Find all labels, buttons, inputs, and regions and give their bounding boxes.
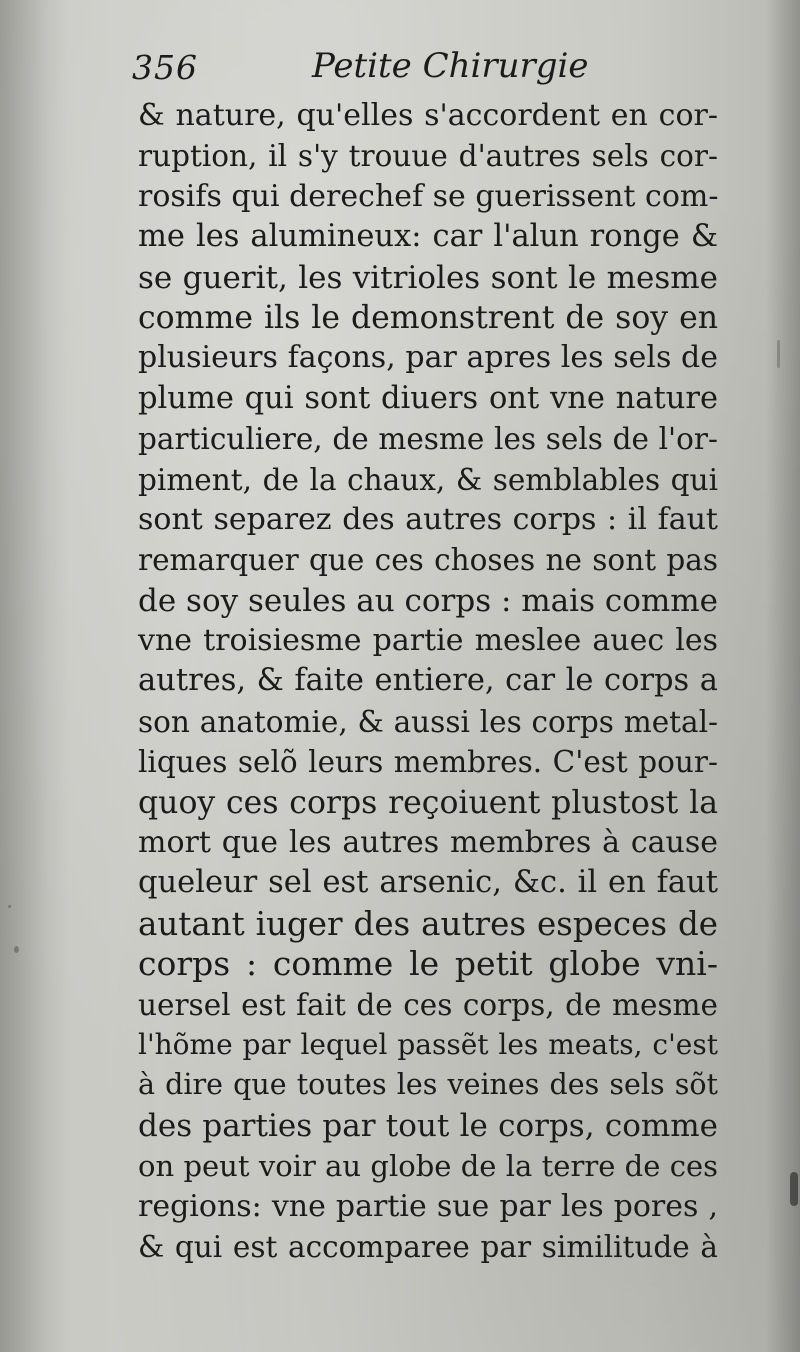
body-text [138,96,718,1267]
text-line: ruption, il s'y trouue d'autres sels cor- [138,139,718,174]
text-line: rosifs qui derechef se guerissent com- [138,178,719,214]
text-line: corps : comme le petit globe vni- [138,944,718,984]
running-title: Petite Chirurgie [312,46,589,86]
text-line: plume qui sont diuers ont vne nature [138,380,718,416]
text-line: sont separez des autres corps : il faut [138,501,718,537]
text-line: autant iuger des autres especes de [138,904,718,943]
text-line: & qui est accomparee par similitude à [138,1229,718,1264]
text-line: on peut voir au globe de la terre de ces [138,1149,718,1184]
text-line: comme ils le demonstrent de soy en [138,299,718,336]
text-line: autres, & faite entiere, car le corps a [138,663,718,699]
page-header [132,40,589,96]
text-line: & nature, qu'elles s'accordent en cor- [138,98,718,133]
ink-speck [777,340,780,368]
ink-speck [14,946,19,953]
text-line: piment, de la chaux, & semblables qui [138,462,718,497]
text-line: des parties par tout le corps, comme [138,1107,718,1144]
text-line: de soy seules au corps : mais comme [138,582,718,619]
text-line: vne troisiesme partie meslee auec les [138,623,718,659]
text-line: se guerit, les vitrioles sont le mesme [138,259,718,296]
text-line: queleur sel est arsenic, &c. il en faut [138,865,718,901]
text-line: plusieurs façons, par apres les sels de [138,340,718,376]
text-line: particuliere, de mesme les sels de l'or- [138,422,718,457]
text-line: à dire que toutes les veines des sels sõt [138,1068,718,1102]
text-line: l'hõme par lequel passẽt les meats, c'est [138,1027,718,1061]
text-line: remarquer que ces choses ne sont pas [138,543,718,578]
text-line: me les alumineux: car l'alun ronge & [138,219,718,255]
ink-speck [790,1172,798,1206]
text-line: liques selõ leurs membres. C'est pour- [138,745,718,780]
ink-speck [8,905,11,908]
text-line: regions: vne partie sue par les pores , [138,1188,718,1224]
page-number: 356 [132,48,198,87]
text-line: quoy ces corps reçoiuent plustost la [138,784,718,821]
text-line: mort que les autres membres à cause [138,825,718,861]
text-line: uersel est fait de ces corps, de mesme [138,987,718,1022]
text-line: son anatomie, & aussi les corps metal- [138,704,718,739]
